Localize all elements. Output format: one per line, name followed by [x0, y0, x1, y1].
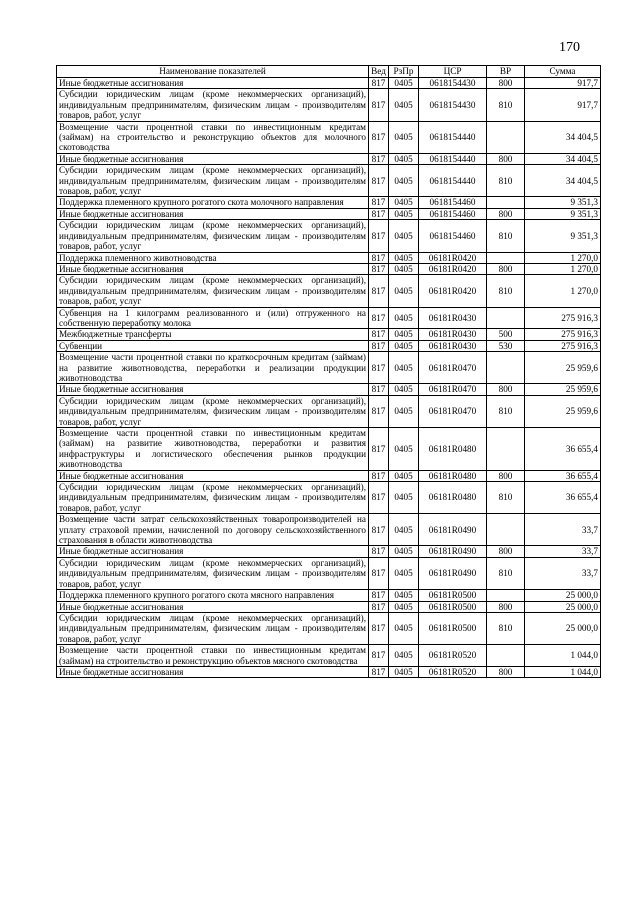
row-target-article: 0618154440: [419, 153, 487, 164]
row-department: 817: [369, 590, 389, 601]
row-department: 817: [369, 352, 389, 384]
table-row: [57, 470, 601, 481]
row-target-article: 06181R0500: [419, 612, 487, 644]
row-name: Иные бюджетные ассигнования: [57, 666, 369, 677]
table-row: [57, 428, 601, 471]
row-name: Возмещение части процентной ставки по краткосрочным кредитам (займам) на развитие животноводства, переработки и реализации продукции животноводства: [57, 352, 369, 384]
row-name: Поддержка племенного крупного рогатого скота мясного направления: [57, 590, 369, 601]
row-name: Иные бюджетные ассигнования: [57, 601, 369, 612]
row-name: Субсидии юридическим лицам (кроме некоммерческих организаций), индивидуальным предпринимателям, физическим лицам - производителям товаров, работ, услуг: [57, 482, 369, 514]
row-expense-type: 800: [487, 546, 525, 557]
row-target-article: 0618154440: [419, 165, 487, 197]
row-expense-type: [487, 352, 525, 384]
row-target-article: 06181R0420: [419, 263, 487, 274]
row-target-article: 06181R0480: [419, 428, 487, 471]
row-expense-type: [487, 428, 525, 471]
row-amount: 275 916,3: [525, 329, 601, 340]
row-section: 0405: [389, 121, 419, 153]
row-target-article: 06181R0430: [419, 307, 487, 329]
row-target-article: 06181R0520: [419, 666, 487, 677]
row-section: 0405: [389, 514, 419, 546]
row-expense-type: [487, 121, 525, 153]
row-department: 817: [369, 666, 389, 677]
row-amount: 33,7: [525, 557, 601, 589]
row-amount: 917,7: [525, 78, 601, 89]
table-row: [57, 165, 601, 197]
row-amount: 36 655,4: [525, 470, 601, 481]
row-target-article: 0618154430: [419, 89, 487, 121]
row-expense-type: [487, 307, 525, 329]
row-amount: 34 404,5: [525, 121, 601, 153]
row-target-article: 06181R0470: [419, 384, 487, 395]
row-target-article: 06181R0490: [419, 546, 487, 557]
table-row: [57, 395, 601, 427]
row-expense-type: [487, 197, 525, 208]
budget-table: [56, 65, 601, 678]
table-row: [57, 252, 601, 263]
row-section: 0405: [389, 153, 419, 164]
table-row: [57, 153, 601, 164]
row-amount: 33,7: [525, 514, 601, 546]
table-row: [57, 89, 601, 121]
row-expense-type: [487, 514, 525, 546]
row-expense-type: 800: [487, 470, 525, 481]
row-name: Возмещение части процентной ставки по инвестиционным кредитам (займам) на строительство и реконструкцию объектов мясного скотоводства: [57, 645, 369, 667]
row-department: 817: [369, 557, 389, 589]
table-row: [57, 384, 601, 395]
row-expense-type: 800: [487, 601, 525, 612]
row-department: 817: [369, 197, 389, 208]
row-section: 0405: [389, 395, 419, 427]
row-name: Субсидии юридическим лицам (кроме некоммерческих организаций), индивидуальным предпринимателям, физическим лицам - производителям товаров, работ, услуг: [57, 557, 369, 589]
row-name: Межбюджетные трансферты: [57, 329, 369, 340]
row-amount: 36 655,4: [525, 428, 601, 471]
row-name: Субвенции: [57, 340, 369, 351]
row-department: 817: [369, 208, 389, 219]
table-row: [57, 546, 601, 557]
row-section: 0405: [389, 307, 419, 329]
header-name: Наименование показателей: [57, 66, 369, 78]
row-target-article: 06181R0420: [419, 275, 487, 307]
row-amount: 9 351,3: [525, 197, 601, 208]
row-target-article: 06181R0520: [419, 645, 487, 667]
row-expense-type: [487, 590, 525, 601]
row-section: 0405: [389, 263, 419, 274]
row-expense-type: 530: [487, 340, 525, 351]
header-amount: Сумма: [525, 66, 601, 78]
row-expense-type: 810: [487, 482, 525, 514]
row-name: Субсидии юридическим лицам (кроме некоммерческих организаций), индивидуальным предпринимателям, физическим лицам - производителям товаров, работ, услуг: [57, 612, 369, 644]
row-name: Субсидии юридическим лицам (кроме некоммерческих организаций), индивидуальным предпринимателям, физическим лицам - производителям товаров, работ, услуг: [57, 89, 369, 121]
table-row: [57, 590, 601, 601]
row-department: 817: [369, 220, 389, 252]
row-expense-type: 800: [487, 153, 525, 164]
row-section: 0405: [389, 329, 419, 340]
table-row: [57, 666, 601, 677]
table-row: [57, 557, 601, 589]
row-section: 0405: [389, 590, 419, 601]
row-amount: 9 351,3: [525, 208, 601, 219]
row-name: Иные бюджетные ассигнования: [57, 470, 369, 481]
row-expense-type: 810: [487, 220, 525, 252]
row-expense-type: 810: [487, 89, 525, 121]
row-expense-type: [487, 645, 525, 667]
row-name: Возмещение части процентной ставки по инвестиционным кредитам (займам) на строительство и реконструкцию объектов для молочного скотоводства: [57, 121, 369, 153]
row-amount: 275 916,3: [525, 340, 601, 351]
row-amount: 25 959,6: [525, 352, 601, 384]
row-name: Возмещение части процентной ставки по инвестиционным кредитам (займам) на развитие животноводства, переработки и развития инфраструктуры и логистического обеспечения рынков продукции животноводства: [57, 428, 369, 471]
row-name: Субсидии юридическим лицам (кроме некоммерческих организаций), индивидуальным предпринимателям, физическим лицам - производителям товаров, работ, услуг: [57, 165, 369, 197]
row-name: Иные бюджетные ассигнования: [57, 384, 369, 395]
row-section: 0405: [389, 546, 419, 557]
row-section: 0405: [389, 612, 419, 644]
row-amount: 34 404,5: [525, 165, 601, 197]
row-target-article: 06181R0480: [419, 482, 487, 514]
row-section: 0405: [389, 601, 419, 612]
row-expense-type: 500: [487, 329, 525, 340]
row-department: 817: [369, 395, 389, 427]
row-name: Возмещение части затрат сельскохозяйственных товаропроизводителей на уплату страховой премии, начисленной по договору сельскохозяйственного страхования в области животноводства: [57, 514, 369, 546]
row-department: 817: [369, 121, 389, 153]
row-section: 0405: [389, 470, 419, 481]
row-name: Иные бюджетные ассигнования: [57, 546, 369, 557]
table-row: [57, 208, 601, 219]
row-department: 817: [369, 307, 389, 329]
row-amount: 275 916,3: [525, 307, 601, 329]
row-amount: 1 270,0: [525, 252, 601, 263]
row-section: 0405: [389, 645, 419, 667]
row-expense-type: 810: [487, 612, 525, 644]
row-section: 0405: [389, 165, 419, 197]
row-section: 0405: [389, 340, 419, 351]
row-department: 817: [369, 612, 389, 644]
row-section: 0405: [389, 557, 419, 589]
row-amount: 25 000,0: [525, 601, 601, 612]
row-amount: 9 351,3: [525, 220, 601, 252]
row-section: 0405: [389, 220, 419, 252]
table-row: [57, 307, 601, 329]
table-row: [57, 612, 601, 644]
row-expense-type: 810: [487, 557, 525, 589]
table-row: [57, 121, 601, 153]
row-section: 0405: [389, 428, 419, 471]
row-amount: 33,7: [525, 546, 601, 557]
row-section: 0405: [389, 666, 419, 677]
row-department: 817: [369, 546, 389, 557]
row-expense-type: 810: [487, 275, 525, 307]
row-expense-type: 810: [487, 395, 525, 427]
table-row: [57, 482, 601, 514]
row-expense-type: 800: [487, 208, 525, 219]
row-department: 817: [369, 645, 389, 667]
row-target-article: 0618154460: [419, 220, 487, 252]
row-expense-type: 800: [487, 384, 525, 395]
row-department: 817: [369, 78, 389, 89]
row-target-article: 06181R0430: [419, 340, 487, 351]
table-row: [57, 78, 601, 89]
row-expense-type: 810: [487, 165, 525, 197]
table-row: [57, 220, 601, 252]
row-amount: 25 959,6: [525, 395, 601, 427]
table-row: [57, 263, 601, 274]
row-target-article: 06181R0430: [419, 329, 487, 340]
row-name: Иные бюджетные ассигнования: [57, 153, 369, 164]
row-department: 817: [369, 165, 389, 197]
row-name: Поддержка племенного крупного рогатого скота молочного направления: [57, 197, 369, 208]
row-department: 817: [369, 275, 389, 307]
row-target-article: 06181R0490: [419, 514, 487, 546]
row-section: 0405: [389, 252, 419, 263]
row-amount: 36 655,4: [525, 482, 601, 514]
row-target-article: 06181R0500: [419, 601, 487, 612]
row-target-article: 06181R0480: [419, 470, 487, 481]
row-amount: 25 000,0: [525, 590, 601, 601]
row-department: 817: [369, 89, 389, 121]
table-row: [57, 197, 601, 208]
row-target-article: 06181R0470: [419, 352, 487, 384]
row-target-article: 06181R0470: [419, 395, 487, 427]
row-target-article: 06181R0420: [419, 252, 487, 263]
row-target-article: 06181R0490: [419, 557, 487, 589]
row-section: 0405: [389, 384, 419, 395]
row-name: Субвенция на 1 килограмм реализованного и (или) отгруженного на собственную переработку молока: [57, 307, 369, 329]
row-expense-type: 800: [487, 666, 525, 677]
row-target-article: 0618154440: [419, 121, 487, 153]
row-amount: 25 959,6: [525, 384, 601, 395]
header-department: Вед: [369, 66, 389, 78]
table-row: [57, 601, 601, 612]
row-expense-type: 800: [487, 263, 525, 274]
row-department: 817: [369, 428, 389, 471]
row-amount: 1 044,0: [525, 666, 601, 677]
row-target-article: 0618154460: [419, 208, 487, 219]
header-section: РзПр: [389, 66, 419, 78]
row-department: 817: [369, 384, 389, 395]
table-row: [57, 275, 601, 307]
row-amount: 25 000,0: [525, 612, 601, 644]
row-amount: 1 044,0: [525, 645, 601, 667]
row-department: 817: [369, 329, 389, 340]
row-section: 0405: [389, 89, 419, 121]
table-header-row: [57, 66, 601, 78]
table-body: [57, 78, 601, 678]
row-department: 817: [369, 263, 389, 274]
row-target-article: 0618154430: [419, 78, 487, 89]
row-name: Иные бюджетные ассигнования: [57, 78, 369, 89]
row-amount: 917,7: [525, 89, 601, 121]
row-name: Субсидии юридическим лицам (кроме некоммерческих организаций), индивидуальным предпринимателям, физическим лицам - производителям товаров, работ, услуг: [57, 395, 369, 427]
row-department: 817: [369, 470, 389, 481]
header-target-article: ЦСР: [419, 66, 487, 78]
row-name: Субсидии юридическим лицам (кроме некоммерческих организаций), индивидуальным предпринимателям, физическим лицам - производителям товаров, работ, услуг: [57, 275, 369, 307]
row-department: 817: [369, 252, 389, 263]
row-department: 817: [369, 514, 389, 546]
row-section: 0405: [389, 208, 419, 219]
row-amount: 1 270,0: [525, 275, 601, 307]
row-section: 0405: [389, 352, 419, 384]
row-target-article: 0618154460: [419, 197, 487, 208]
header-expense-type: ВР: [487, 66, 525, 78]
table-row: [57, 329, 601, 340]
row-section: 0405: [389, 197, 419, 208]
table-row: [57, 514, 601, 546]
table-row: [57, 352, 601, 384]
row-department: 817: [369, 601, 389, 612]
row-amount: 1 270,0: [525, 263, 601, 274]
row-amount: 34 404,5: [525, 153, 601, 164]
row-department: 817: [369, 340, 389, 351]
row-target-article: 06181R0500: [419, 590, 487, 601]
table-row: [57, 645, 601, 667]
row-section: 0405: [389, 275, 419, 307]
row-name: Иные бюджетные ассигнования: [57, 208, 369, 219]
row-expense-type: [487, 252, 525, 263]
table-row: [57, 340, 601, 351]
row-name: Иные бюджетные ассигнования: [57, 263, 369, 274]
row-section: 0405: [389, 78, 419, 89]
row-name: Субсидии юридическим лицам (кроме некоммерческих организаций), индивидуальным предпринимателям, физическим лицам - производителям товаров, работ, услуг: [57, 220, 369, 252]
row-department: 817: [369, 482, 389, 514]
row-section: 0405: [389, 482, 419, 514]
row-expense-type: 800: [487, 78, 525, 89]
page-number: 170: [559, 40, 580, 55]
row-department: 817: [369, 153, 389, 164]
row-name: Поддержка племенного животноводства: [57, 252, 369, 263]
